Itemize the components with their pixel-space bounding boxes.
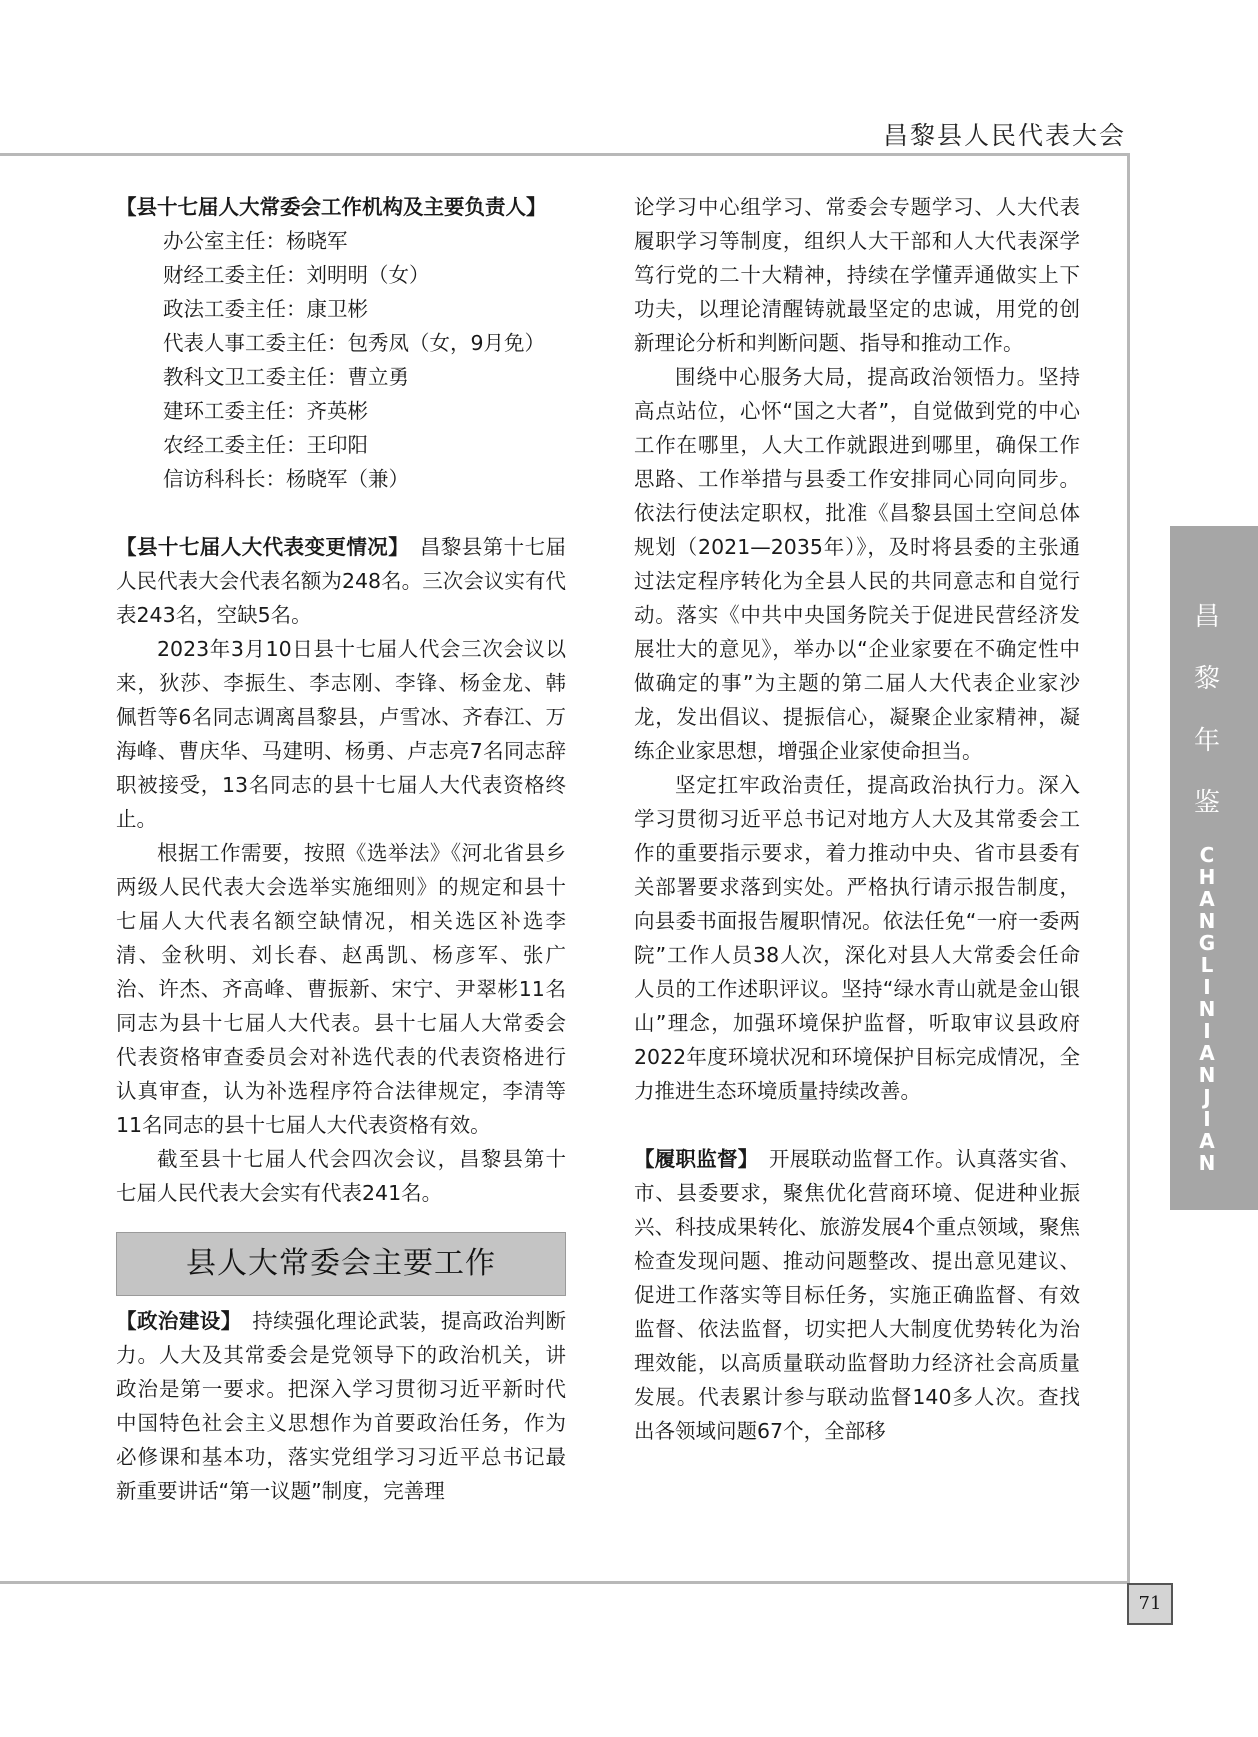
change-paragraph: 根据工作需要，按照《选举法》《河北省县乡两级人民代表大会选举实施细则》的规定和县十七届人大代表名额空缺情况，相关选区补选李清、金秋明、刘长春、赵禹凯、杨彦军、张广治、许杰、齐高峰、曹振新、宋宁、尹翠彬11名同志为县十七届人大代表。县十七届人大常委会代表资格审查委员会对补选代表的代表资格进行认真审查，认为补选程序符合法律规定，李清等11名同志的县十七届人大代表资格有效。 — [116, 841, 566, 1137]
yearbook-side-tab — [1170, 526, 1258, 1210]
org-item: 教科文卫工委主任：曹立勇 — [163, 365, 409, 389]
side-tab-english: C H A N G L I N I A N J I A N — [1198, 843, 1216, 1175]
supervision-paragraph: 【履职监督】 开展联动监督工作。认真落实省、市、县委要求，聚焦优化营商环境、促进种业振兴、科技成果转化、旅游发展4个重点领域，聚焦检查发现问题、推动问题整改、提出意见建议、促进工作落实等目标任务，实施正确监督、有效监督、依法监督，切实把人大制度优势转化为治理效能，以高质量联动监督助力经济社会高质量发展。代表累计参与联动监督140多人次。查找出各领域问题67个，全部移 — [634, 1147, 1080, 1443]
right-column — [634, 190, 1080, 1448]
org-item: 财经工委主任：刘明明（女） — [163, 263, 430, 287]
body-paragraph: 坚定扛牢政治责任，提高政治执行力。深入学习贯彻习近平总书记对地方人大及其常委会工作的重要指示要求，着力推动中央、省市县委有关部署要求落到实处。严格执行请示报告制度，向县委书面报告履职情况。依法任免“一府一委两院”工作人员38人次，深化对县人大常委会任命人员的工作述职评议。坚持“绿水青山就是金山银山”理念，加强环境保护监督，听取审议县政府2022年度环境状况和环境保护目标完成情况，全力推进生态环境质量持续改善。 — [634, 773, 1080, 1103]
politics-paragraph: 【政治建设】 持续强化理论武装，提高政治判断力。人大及其常委会是党领导下的政治机关，讲政治是第一要求。把深入学习贯彻习近平新时代中国特色社会主义思想作为首要政治任务，作为必修课和基本功，落实党组学习习近平总书记最新重要讲话“第一议题”制度，完善理 — [116, 1309, 567, 1503]
body-paragraph: 论学习中心组学习、常委会专题学习、人大代表履职学习等制度，组织人大干部和人大代表深学笃行党的二十大精神，持续在学懂弄通做实上下功夫，以理论清醒铸就最坚定的忠诚，用党的创新理论分析和判断问题、指导和推动工作。 — [634, 195, 1080, 355]
left-column — [116, 190, 566, 1508]
side-tab-chinese: 昌 黎 年 鉴 — [1193, 602, 1220, 818]
politics-heading: 【政治建设】 — [116, 1309, 232, 1333]
org-item: 建环工委主任：齐英彬 — [163, 399, 368, 423]
org-item: 信访科科长：杨晓军（兼） — [163, 467, 409, 491]
change-paragraph: 2023年3月10日县十七届人代会三次会议以来，狄莎、李振生、李志刚、李锋、杨金龙、韩佩哲等6名同志调离昌黎县，卢雪冰、齐春江、万海峰、曹庆华、马建明、杨勇、卢志亮7名同志辞职被接受，13名同志的县十七届人大代表资格终止。 — [116, 637, 566, 831]
change-heading: 【县十七届人大代表变更情况】 — [116, 535, 399, 559]
org-item: 农经工委主任：王印阳 — [163, 433, 368, 457]
org-heading: 【县十七届人大常委会工作机构及主要负责人】 — [116, 195, 547, 219]
running-header-title: 昌黎县人民代表大会 — [882, 121, 1126, 150]
change-paragraph: 【县十七届人大代表变更情况】 昌黎县第十七届人民代表大会代表名额为248名。三次会议实有代表243名，空缺5名。 — [116, 535, 567, 627]
change-paragraph: 截至县十七届人代会四次会议，昌黎县第十七届人民代表大会实有代表241名。 — [116, 1147, 566, 1205]
body-paragraph: 围绕中心服务大局，提高政治领悟力。坚持高点站位，心怀“国之大者”，自觉做到党的中心工作在哪里，人大工作就跟进到哪里，确保工作思路、工作举措与县委工作安排同心同向同步。依法行使法定职权，批准《昌黎县国土空间总体规划（2021—2035年）》，及时将县委的主张通过法定程序转化为全县人民的共同意志和自觉行动。落实《中共中央国务院关于促进民营经济发展壮大的意见》，举办以“企业家要在不确定性中做确定的事”为主题的第二届人大代表企业家沙龙，发出倡议、提振信心，凝聚企业家精神，凝练企业家思想，增强企业家使命担当。 — [634, 365, 1080, 763]
supervision-heading: 【履职监督】 — [634, 1147, 749, 1171]
org-item: 办公室主任：杨晓军 — [163, 229, 348, 253]
org-item: 代表人事工委主任：包秀凤（女，9月免） — [163, 331, 546, 355]
section-title: 县人大常委会主要工作 — [116, 1232, 566, 1296]
page-number: 71 — [1127, 1583, 1173, 1625]
org-item: 政法工委主任：康卫彬 — [163, 297, 368, 321]
